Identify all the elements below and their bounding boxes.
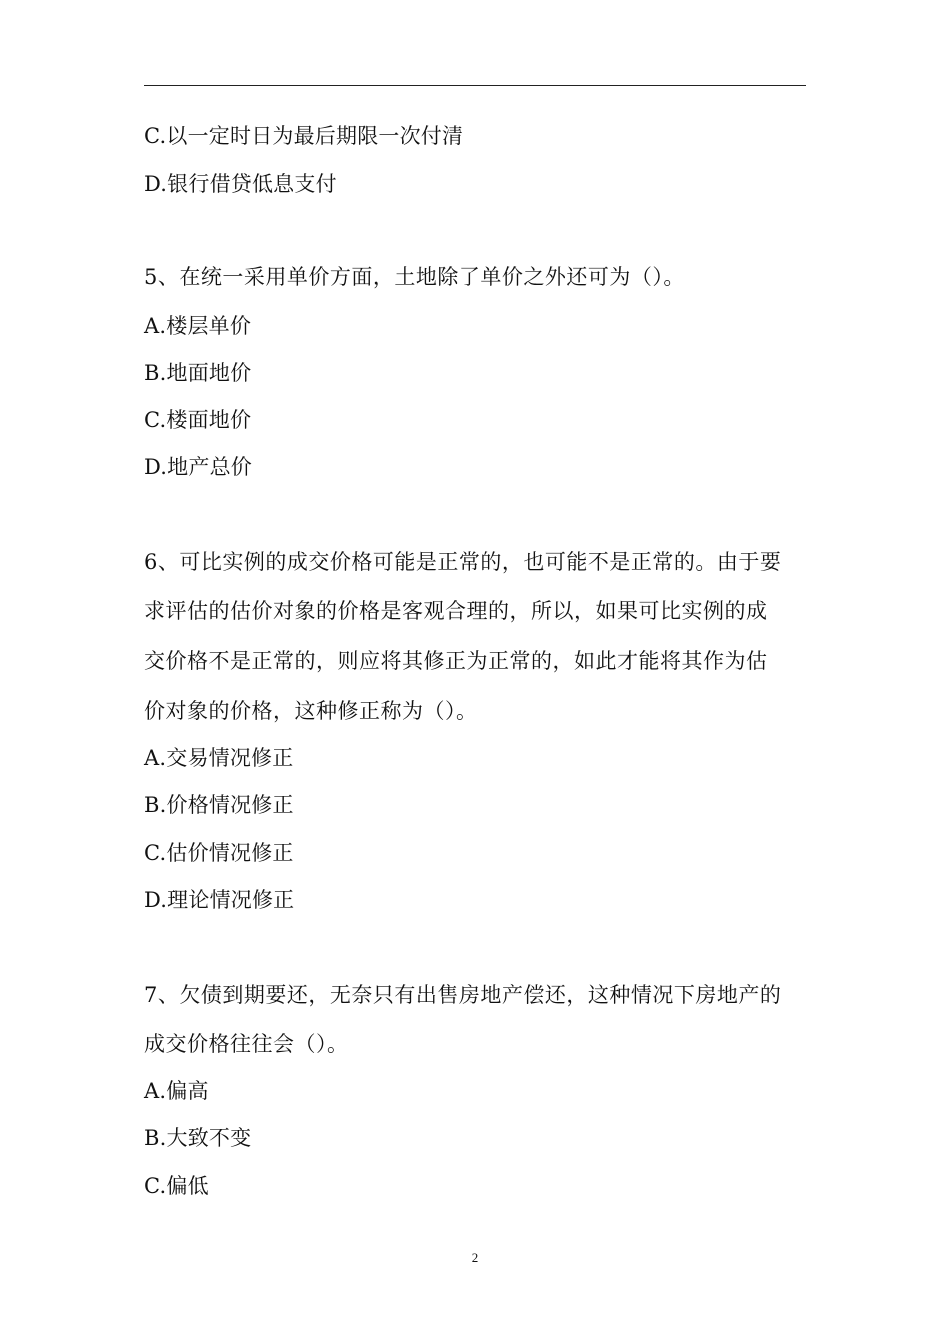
- q4-option-d: D.银行借贷低息支付: [144, 172, 337, 196]
- q6-option-d: D.理论情况修正: [144, 888, 295, 912]
- q5-stem: 5、在统一采用单价方面，土地除了单价之外还可为（）。: [144, 265, 685, 289]
- q6-stem-line-1: 6、可比实例的成交价格可能是正常的，也可能不是正常的。由于要: [144, 550, 782, 574]
- q6-stem-line-2: 求评估的估价对象的价格是客观合理的，所以，如果可比实例的成: [144, 599, 768, 623]
- q6-stem-line-4: 价对象的价格，这种修正称为（）。: [144, 699, 478, 723]
- header-rule: [144, 85, 806, 86]
- q5-option-b: B.地面地价: [144, 361, 252, 385]
- q5-option-a: A.楼层单价: [144, 314, 252, 338]
- q7-option-c: C.偏低: [144, 1174, 209, 1198]
- q4-option-c: C.以一定时日为最后期限一次付清: [144, 124, 464, 148]
- q5-option-d: D.地产总价: [144, 455, 252, 479]
- q6-stem-line-3: 交价格不是正常的，则应将其修正为正常的，如此才能将其作为估: [144, 649, 768, 673]
- page-number: 2: [471, 1250, 479, 1265]
- q6-option-b: B.价格情况修正: [144, 793, 294, 817]
- q7-stem-line-2: 成交价格往往会（）。: [144, 1032, 349, 1056]
- q5-option-c: C.楼面地价: [144, 408, 252, 432]
- q6-option-a: A.交易情况修正: [144, 746, 294, 770]
- q6-option-c: C.估价情况修正: [144, 841, 294, 865]
- q7-stem-line-1: 7、欠债到期要还，无奈只有出售房地产偿还，这种情况下房地产的: [144, 983, 782, 1007]
- q7-option-b: B.大致不变: [144, 1126, 252, 1150]
- q7-option-a: A.偏高: [144, 1079, 209, 1103]
